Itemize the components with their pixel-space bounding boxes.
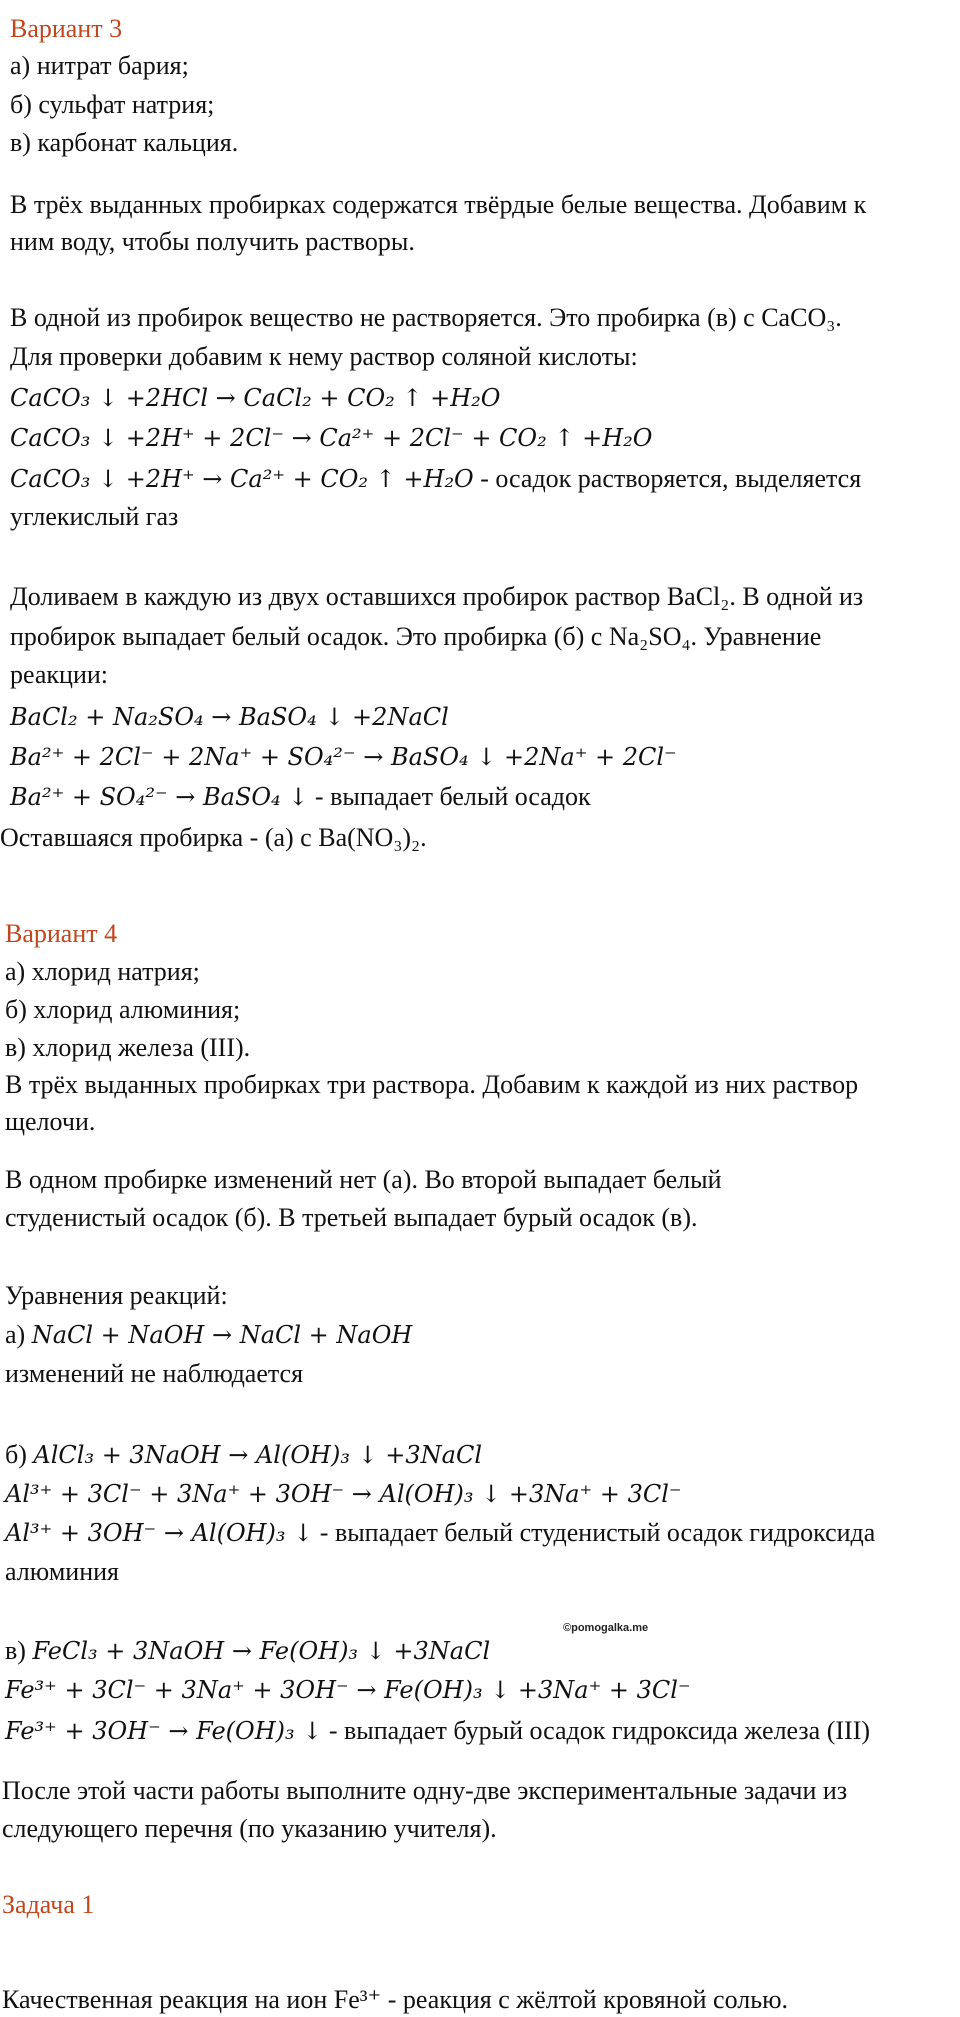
variant3-equation-6-line bbox=[10, 780, 591, 814]
variant3-p3-line3: реакции: bbox=[10, 660, 108, 689]
closing-line2: следующего перечня (по указанию учителя). bbox=[2, 1814, 497, 1843]
variant3-equation-4: BaCl₂ + Na₂SO₄ → BaSO₄ ↓ +2NaCl bbox=[10, 703, 449, 731]
variant4-equation-c3: Fe³⁺ + 3OH⁻ → Fe(OH)₃ ↓ bbox=[5, 1717, 323, 1745]
variant4-equations-title: Уравнения реакций: bbox=[5, 1281, 228, 1310]
variant3-equation-5: Ba²⁺ + 2Cl⁻ + 2Na⁺ + SO₄²⁻ → BaSO₄ ↓ +2Na⁺ + 2Cl⁻ bbox=[10, 743, 677, 771]
variant4-equation-b3-line bbox=[5, 1516, 875, 1550]
variant4-p2-line1: В одном пробирке изменений нет (а). Во второй выпадает белый bbox=[5, 1165, 722, 1194]
variant3-heading: Вариант 3 bbox=[10, 14, 123, 43]
variant4-equation-a: NaCl + NaOH → NaCl + NaOH bbox=[31, 1321, 413, 1349]
variant4-equation-b1-line bbox=[5, 1438, 482, 1472]
variant3-item-c: в) карбонат кальция. bbox=[10, 128, 239, 157]
variant3-equation-2: CaCO₃ ↓ +2H⁺ + 2Cl⁻ → Ca²⁺ + 2Cl⁻ + CO₂ ↑ +H₂O bbox=[10, 424, 653, 452]
variant4-equation-b3-note-cont: алюминия bbox=[5, 1557, 119, 1586]
variant4-equation-b1: AlCl₃ + 3NaOH → Al(OH)₃ ↓ +3NaCl bbox=[33, 1441, 483, 1469]
variant4-item-a: а) хлорид натрия; bbox=[5, 957, 200, 986]
variant4-equation-c1: FeCl₃ + 3NaOH → Fe(OH)₃ ↓ +3NaCl bbox=[32, 1637, 491, 1665]
variant4-equation-c3-line bbox=[5, 1714, 870, 1748]
variant4-equation-a-note: изменений не наблюдается bbox=[5, 1359, 304, 1388]
variant3-equation-1: CaCO₃ ↓ +2HCl → CaCl₂ + CO₂ ↑ +H₂O bbox=[10, 384, 501, 412]
variant4-equation-b2: Al³⁺ + 3Cl⁻ + 3Na⁺ + 3OH⁻ → Al(OH)₃ ↓ +3Na⁺ + 3Cl⁻ bbox=[5, 1480, 682, 1508]
variant4-equation-a-line bbox=[5, 1318, 412, 1352]
variant4-equation-b-prefix: б) bbox=[5, 1440, 34, 1469]
variant4-equation-c-prefix: в) bbox=[5, 1636, 33, 1665]
variant3-p1-line2: ним воду, чтобы получить растворы. bbox=[10, 227, 415, 256]
variant3-item-b: б) сульфат натрия; bbox=[10, 90, 215, 119]
variant3-p2-line2: Для проверки добавим к нему раствор соляной кислоты: bbox=[10, 342, 638, 371]
variant4-p1-line1: В трёх выданных пробирках три раствора. Добавим к каждой из них раствор bbox=[5, 1070, 859, 1099]
variant4-equation-a-prefix: а) bbox=[5, 1320, 32, 1349]
variant3-equation-6: Ba²⁺ + SO₄²⁻ → BaSO₄ ↓ bbox=[10, 783, 309, 811]
variant3-equation-3-note: - осадок растворяется, выделяется bbox=[473, 464, 862, 493]
task1-text: Качественная реакция на ион Fe³⁺ - реакция с жёлтой кровяной солью. bbox=[2, 1985, 789, 2014]
variant4-p1-line2: щелочи. bbox=[5, 1107, 96, 1136]
variant4-heading: Вариант 4 bbox=[5, 919, 118, 948]
variant4-equation-b3-note: - выпадает белый студенистый осадок гидроксида bbox=[313, 1518, 876, 1547]
variant3-equation-6-note: - выпадает белый осадок bbox=[308, 782, 591, 811]
variant4-equation-c3-note: - выпадает бурый осадок гидроксида железа (III) bbox=[322, 1716, 871, 1745]
variant4-equation-b3: Al³⁺ + 3OH⁻ → Al(OH)₃ ↓ bbox=[5, 1519, 314, 1547]
variant3-equation-3-line bbox=[10, 462, 861, 496]
variant4-item-c: в) хлорид железа (III). bbox=[5, 1033, 251, 1062]
variant3-item-a: а) нитрат бария; bbox=[10, 51, 189, 80]
variant4-p2-line2: студенистый осадок (б). В третьей выпадает бурый осадок (в). bbox=[5, 1203, 698, 1232]
variant3-p3-line2: пробирок выпадает белый осадок. Это пробирка (б) с Na₂SO₄. Уравнение bbox=[10, 622, 822, 651]
variant3-p2-line1: В одной из пробирок вещество не растворяется. Это пробирка (в) с CaCO₃. bbox=[10, 303, 842, 332]
variant3-equation-3: CaCO₃ ↓ +2H⁺ → Ca²⁺ + CO₂ ↑ +H₂O bbox=[10, 465, 474, 493]
variant3-equation-3-note-cont: углекислый газ bbox=[10, 502, 179, 531]
watermark: ©pomogalka.me bbox=[563, 1622, 649, 1634]
task1-heading: Задача 1 bbox=[2, 1890, 95, 1919]
variant4-equation-c1-line bbox=[5, 1634, 490, 1668]
variant3-p3-line1: Доливаем в каждую из двух оставшихся пробирок раствор BaCl₂. В одной из bbox=[10, 582, 864, 611]
variant3-remaining-tube: Оставшаяся пробирка - (а) с Ba(NO₃)₂. bbox=[0, 823, 427, 852]
variant4-item-b: б) хлорид алюминия; bbox=[5, 995, 241, 1024]
closing-line1: После этой части работы выполните одну-две экспериментальные задачи из bbox=[2, 1776, 848, 1805]
variant4-equation-c2: Fe³⁺ + 3Cl⁻ + 3Na⁺ + 3OH⁻ → Fe(OH)₃ ↓ +3Na⁺ + 3Cl⁻ bbox=[5, 1676, 691, 1704]
variant3-p1-line1: В трёх выданных пробирках содержатся твёрдые белые вещества. Добавим к bbox=[10, 190, 867, 219]
